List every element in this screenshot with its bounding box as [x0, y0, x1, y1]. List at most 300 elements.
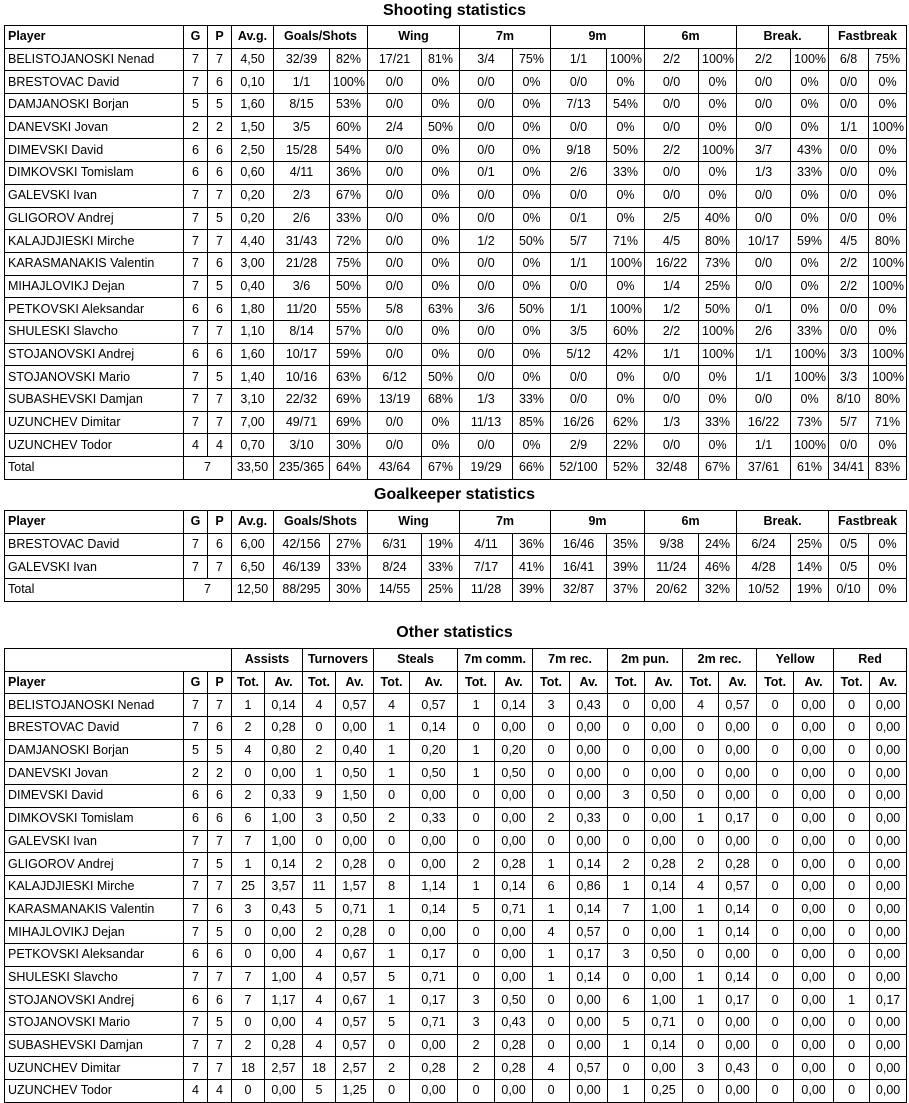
column-header: G [184, 671, 208, 694]
stat-cell: 11/24 [645, 556, 699, 579]
stat-cell: 59% [791, 230, 829, 253]
stat-cell: 83% [869, 457, 907, 480]
stat-cell: 62% [607, 411, 645, 434]
column-header: P [208, 671, 232, 694]
stat-cell: 0/0 [368, 434, 422, 457]
table-row [5, 411, 907, 434]
group-header: 7m comm. [458, 649, 533, 672]
stat-cell: 1,57 [336, 875, 374, 898]
stat-cell: 0,00 [794, 921, 834, 944]
stat-cell: 40% [699, 207, 737, 230]
stat-cell: 21/28 [274, 252, 330, 275]
stat-cell: 0,00 [719, 717, 757, 740]
stat-cell: 0/0 [829, 434, 869, 457]
player-name: MIHAJLOVIKJ Dejan [5, 275, 184, 298]
stat-cell: 0% [791, 71, 829, 94]
stat-cell: 49/71 [274, 411, 330, 434]
column-header: Av. [794, 671, 834, 694]
stat-cell: 0,00 [265, 1012, 303, 1035]
other-title: Other statistics [396, 624, 513, 641]
stat-cell: 5 [208, 921, 232, 944]
stat-cell: 0,00 [645, 762, 683, 785]
stat-cell: 7 [208, 320, 232, 343]
stat-cell: 1 [232, 853, 265, 876]
stat-cell: 0% [422, 411, 460, 434]
stat-cell: 0,60 [232, 162, 274, 185]
stat-cell: 0,00 [794, 739, 834, 762]
stat-cell: 0% [699, 366, 737, 389]
stat-cell: 4 [374, 694, 410, 717]
stat-cell: 7 [208, 694, 232, 717]
stat-cell: 0/0 [368, 207, 422, 230]
stat-cell: 0,00 [870, 807, 907, 830]
stat-cell: 5 [303, 1080, 336, 1103]
goalkeeper-table [4, 510, 907, 602]
stat-cell: 10/17 [737, 230, 791, 253]
stat-cell: 0% [699, 434, 737, 457]
stat-cell: 7,00 [232, 411, 274, 434]
stat-cell: 0,00 [794, 1057, 834, 1080]
stat-cell: 0 [374, 921, 410, 944]
stat-cell: 43% [791, 139, 829, 162]
stat-cell: 0,00 [870, 762, 907, 785]
stat-cell: 7 [184, 694, 208, 717]
stat-cell: 42% [607, 343, 645, 366]
stat-cell: 0,00 [870, 966, 907, 989]
stat-cell: 1 [458, 694, 495, 717]
stat-cell: 36% [330, 162, 368, 185]
stat-cell: 50% [422, 366, 460, 389]
stat-cell: 3 [683, 1057, 719, 1080]
stat-cell: 2 [303, 853, 336, 876]
stat-cell: 0,50 [645, 785, 683, 808]
stat-cell: 7 [208, 966, 232, 989]
stat-cell: 2 [374, 807, 410, 830]
stat-cell: 0/0 [460, 184, 513, 207]
stat-cell: 14/55 [368, 579, 422, 602]
stat-cell: 6 [208, 807, 232, 830]
stat-cell: 0,43 [495, 1012, 533, 1035]
stat-cell: 0 [834, 785, 870, 808]
column-header: Tot. [834, 671, 870, 694]
stat-cell: 5 [303, 898, 336, 921]
total-label: Total [5, 579, 184, 602]
stat-cell: 3/6 [274, 275, 330, 298]
stat-cell: 7 [184, 875, 208, 898]
stat-cell: 16/22 [737, 411, 791, 434]
stat-cell: 0,43 [719, 1057, 757, 1080]
stat-cell: 1 [608, 1034, 645, 1057]
stat-cell: 3/5 [551, 320, 607, 343]
stat-cell: 1 [683, 898, 719, 921]
stat-cell: 1/1 [737, 366, 791, 389]
stat-cell: 50% [422, 116, 460, 139]
stat-cell: 0,00 [870, 898, 907, 921]
stat-cell: 4 [303, 966, 336, 989]
stat-cell: 16/41 [551, 556, 607, 579]
stat-cell: 2/5 [645, 207, 699, 230]
player-name: DIMKOVSKI Tomislam [5, 807, 184, 830]
column-header: Tot. [232, 671, 265, 694]
stat-cell: 0 [458, 943, 495, 966]
stat-cell: 69% [330, 411, 368, 434]
stat-cell: 0 [834, 762, 870, 785]
stat-cell: 7 [184, 71, 208, 94]
stat-cell: 0% [699, 71, 737, 94]
stat-cell: 54% [607, 94, 645, 117]
stat-cell: 0,00 [570, 785, 608, 808]
stat-cell: 0% [869, 184, 907, 207]
column-header: Tot. [458, 671, 495, 694]
stat-cell: 1 [683, 989, 719, 1012]
stat-cell: 7 [184, 717, 208, 740]
stat-cell: 67% [422, 457, 460, 480]
table-row [5, 853, 907, 876]
stat-cell: 2 [458, 853, 495, 876]
player-name: SHULESKI Slavcho [5, 320, 184, 343]
stat-cell: 0,20 [495, 739, 533, 762]
stat-cell: 0,00 [336, 717, 374, 740]
column-header: Av. [719, 671, 757, 694]
stat-cell: 0 [458, 717, 495, 740]
stat-cell: 0,71 [495, 898, 533, 921]
stat-cell: 7 [184, 921, 208, 944]
stat-cell: 7 [184, 830, 208, 853]
stat-cell: 7 [208, 48, 232, 71]
stat-cell: 8/14 [274, 320, 330, 343]
stat-cell: 73% [791, 411, 829, 434]
stat-cell: 27% [330, 533, 368, 556]
stat-cell: 2/6 [737, 320, 791, 343]
stat-cell: 2/2 [829, 252, 869, 275]
stat-cell: 0,14 [265, 853, 303, 876]
stat-cell: 8/24 [368, 556, 422, 579]
blank-cell [5, 649, 232, 672]
stat-cell: 0 [533, 785, 570, 808]
stat-cell: 0 [757, 853, 794, 876]
stat-cell: 10/16 [274, 366, 330, 389]
stat-cell: 0% [791, 275, 829, 298]
stat-cell: 75% [513, 48, 551, 71]
table-row [5, 94, 907, 117]
stat-cell: 5 [208, 275, 232, 298]
stat-cell: 6/24 [737, 533, 791, 556]
stat-cell: 0 [608, 830, 645, 853]
stat-cell: 71% [607, 230, 645, 253]
stat-cell: 0,17 [719, 989, 757, 1012]
stat-cell: 0% [422, 434, 460, 457]
stat-cell: 1,17 [265, 989, 303, 1012]
stat-cell: 6,50 [232, 556, 274, 579]
column-header: 7m [460, 26, 551, 49]
stat-cell: 7 [608, 898, 645, 921]
stat-cell: 0,50 [645, 943, 683, 966]
stat-cell: 0,40 [232, 275, 274, 298]
stat-cell: 0,28 [265, 717, 303, 740]
stat-cell: 2/2 [645, 139, 699, 162]
stat-cell: 1/3 [737, 162, 791, 185]
stat-cell: 67% [330, 184, 368, 207]
stat-cell: 35% [607, 533, 645, 556]
stat-cell: 2,57 [265, 1057, 303, 1080]
stat-cell: 0,80 [265, 739, 303, 762]
total-label: Total [5, 457, 184, 480]
stat-cell: 1/1 [645, 343, 699, 366]
stat-cell: 72% [330, 230, 368, 253]
stat-cell: 8/15 [274, 94, 330, 117]
stat-cell: 0,00 [645, 739, 683, 762]
stat-cell: 0% [869, 207, 907, 230]
stat-cell: 2 [184, 116, 208, 139]
stat-cell: 0,00 [570, 739, 608, 762]
stat-cell: 3 [303, 807, 336, 830]
table-row [5, 184, 907, 207]
stat-cell: 8/10 [829, 389, 869, 412]
stat-cell: 2 [232, 1034, 265, 1057]
table-row [5, 898, 907, 921]
stat-cell: 41% [513, 556, 551, 579]
stat-cell: 1 [303, 762, 336, 785]
stat-cell: 55% [330, 298, 368, 321]
stat-cell: 5 [184, 739, 208, 762]
stat-cell: 0,14 [410, 898, 458, 921]
stat-cell: 0% [513, 252, 551, 275]
stat-cell: 0/0 [460, 139, 513, 162]
stat-cell: 1 [533, 966, 570, 989]
stat-cell: 0 [757, 943, 794, 966]
header-row [5, 511, 907, 534]
shooting-title: Shooting statistics [382, 2, 527, 19]
column-header: 9m [551, 26, 645, 49]
stat-cell: 0,00 [870, 853, 907, 876]
stat-cell: 0 [757, 717, 794, 740]
stat-cell: 6 [208, 71, 232, 94]
table-row [5, 762, 907, 785]
stat-cell: 6 [208, 943, 232, 966]
stat-cell: 0 [834, 921, 870, 944]
stat-cell: 19% [422, 533, 460, 556]
stat-cell: 7 [184, 389, 208, 412]
stat-cell: 0,14 [719, 898, 757, 921]
table-row [5, 694, 907, 717]
stat-cell: 100% [791, 48, 829, 71]
player-name: KARASMANAKIS Valentin [5, 252, 184, 275]
stat-cell: 5 [374, 1012, 410, 1035]
stat-cell: 7 [184, 366, 208, 389]
stat-cell: 0/0 [737, 389, 791, 412]
stat-cell: 0% [869, 434, 907, 457]
stat-cell: 0 [834, 739, 870, 762]
stat-cell: 0 [834, 898, 870, 921]
stat-cell: 0 [757, 1012, 794, 1035]
stat-cell: 1,50 [232, 116, 274, 139]
stat-cell: 50% [513, 298, 551, 321]
stat-cell: 0/0 [460, 275, 513, 298]
stat-cell: 32/48 [645, 457, 699, 480]
player-name: KALAJDJIESKI Mirche [5, 230, 184, 253]
stat-cell: 0,00 [336, 830, 374, 853]
stat-cell: 0,28 [336, 853, 374, 876]
stat-cell: 9 [303, 785, 336, 808]
stat-cell: 0 [834, 1080, 870, 1103]
column-header: P [208, 26, 232, 49]
stat-cell: 0/0 [645, 71, 699, 94]
stat-cell: 1 [374, 762, 410, 785]
stat-cell: 0,00 [570, 1034, 608, 1057]
stat-cell: 0,00 [870, 785, 907, 808]
stat-cell: 6,00 [232, 533, 274, 556]
stat-cell: 0,28 [495, 1034, 533, 1057]
stat-cell: 0% [869, 298, 907, 321]
stat-cell: 7 [232, 989, 265, 1012]
table-row [5, 807, 907, 830]
stat-cell: 0 [757, 785, 794, 808]
table-row [5, 320, 907, 343]
column-header: Break. [737, 511, 829, 534]
stat-cell: 7 [208, 230, 232, 253]
stat-cell: 5 [208, 739, 232, 762]
stat-cell: 1,40 [232, 366, 274, 389]
player-name: DANEVSKI Jovan [5, 116, 184, 139]
stat-cell: 5 [208, 853, 232, 876]
stat-cell: 0 [533, 1080, 570, 1103]
player-name: DAMJANOSKI Borjan [5, 94, 184, 117]
stat-cell: 0,00 [794, 966, 834, 989]
stat-cell: 4 [184, 434, 208, 457]
stat-cell: 0/0 [829, 71, 869, 94]
stat-cell: 2/9 [551, 434, 607, 457]
stat-cell: 0,17 [410, 943, 458, 966]
stat-cell: 6 [208, 785, 232, 808]
stat-cell: 0 [533, 762, 570, 785]
stat-cell: 1/3 [460, 389, 513, 412]
stat-cell: 0% [513, 275, 551, 298]
stat-cell: 0 [834, 1034, 870, 1057]
stat-cell: 6 [208, 717, 232, 740]
table-row [5, 71, 907, 94]
stat-cell: 5/12 [551, 343, 607, 366]
stat-cell: 0 [232, 1012, 265, 1035]
stat-cell: 0,00 [870, 1012, 907, 1035]
stat-cell: 0,00 [719, 943, 757, 966]
stat-cell: 0/0 [829, 320, 869, 343]
stat-cell: 7 [184, 411, 208, 434]
stat-cell: 61% [791, 457, 829, 480]
stat-cell: 0,00 [870, 921, 907, 944]
stat-cell: 5/8 [368, 298, 422, 321]
column-header: Player [5, 26, 184, 49]
stat-cell: 42/156 [274, 533, 330, 556]
stat-cell: 2 [303, 739, 336, 762]
stat-cell: 2/6 [551, 162, 607, 185]
player-name: KALAJDJIESKI Mirche [5, 875, 184, 898]
stat-cell: 1/2 [460, 230, 513, 253]
stat-cell: 1 [683, 921, 719, 944]
stat-cell: 0 [834, 853, 870, 876]
stat-cell: 0% [699, 184, 737, 207]
stat-cell: 0 [232, 943, 265, 966]
table-row [5, 989, 907, 1012]
stat-cell: 7 [184, 207, 208, 230]
stat-cell: 0,14 [570, 966, 608, 989]
stat-cell: 0,00 [645, 830, 683, 853]
column-header: Fastbreak [829, 26, 907, 49]
stat-cell: 0/0 [645, 366, 699, 389]
stat-cell: 6 [232, 807, 265, 830]
stat-cell: 1 [533, 943, 570, 966]
header-row [5, 671, 907, 694]
stat-cell: 6 [208, 162, 232, 185]
stat-cell: 0,57 [410, 694, 458, 717]
player-name: SHULESKI Slavcho [5, 966, 184, 989]
stat-cell: 5 [208, 94, 232, 117]
stat-cell: 60% [330, 116, 368, 139]
stat-cell: 100% [607, 48, 645, 71]
stat-cell: 0/0 [368, 275, 422, 298]
stat-cell: 7 [184, 1012, 208, 1035]
stat-cell: 2 [303, 921, 336, 944]
player-name: DIMEVSKI David [5, 785, 184, 808]
stat-cell: 3/4 [460, 48, 513, 71]
stat-cell: 15/28 [274, 139, 330, 162]
stat-cell: 0,00 [495, 785, 533, 808]
stat-cell: 0,57 [336, 1034, 374, 1057]
stat-cell: 6 [533, 875, 570, 898]
stat-cell: 0,00 [495, 1080, 533, 1103]
stat-cell: 1/1 [737, 434, 791, 457]
stat-cell: 50% [330, 275, 368, 298]
goalkeeper-title: Goalkeeper statistics [374, 486, 535, 503]
stat-cell: 12,50 [232, 579, 274, 602]
stat-cell: 2,57 [336, 1057, 374, 1080]
stat-cell: 3/10 [274, 434, 330, 457]
stat-cell: 0,20 [232, 207, 274, 230]
stat-cell: 7 [232, 966, 265, 989]
stat-cell: 0 [834, 694, 870, 717]
stat-cell: 5 [374, 966, 410, 989]
stat-cell: 0,14 [495, 694, 533, 717]
stat-cell: 6/12 [368, 366, 422, 389]
stat-cell: 0,14 [410, 717, 458, 740]
stat-cell: 46/139 [274, 556, 330, 579]
stat-cell: 7 [184, 252, 208, 275]
stat-cell: 1 [608, 875, 645, 898]
stat-cell: 0,00 [870, 1057, 907, 1080]
stat-cell: 0% [607, 275, 645, 298]
column-header: Tot. [757, 671, 794, 694]
stat-cell: 2/3 [274, 184, 330, 207]
stat-cell: 7 [208, 389, 232, 412]
stat-cell: 5 [458, 898, 495, 921]
group-header: Assists [232, 649, 303, 672]
stat-cell: 0,00 [870, 694, 907, 717]
stat-cell: 7 [184, 533, 208, 556]
stat-cell: 100% [869, 366, 907, 389]
stat-cell: 3 [608, 943, 645, 966]
stat-cell: 0,00 [794, 898, 834, 921]
player-name: UZUNCHEV Todor [5, 1080, 184, 1103]
stat-cell: 0% [869, 533, 907, 556]
stat-cell: 30% [330, 579, 368, 602]
player-name: SUBASHEVSKI Damjan [5, 1034, 184, 1057]
stat-cell: 0,14 [570, 853, 608, 876]
stat-cell: 0,00 [794, 1012, 834, 1035]
stat-cell: 2/2 [645, 320, 699, 343]
stat-cell: 0,00 [870, 875, 907, 898]
stat-cell: 0,00 [645, 1057, 683, 1080]
stat-cell: 4 [683, 875, 719, 898]
table-row [5, 389, 907, 412]
